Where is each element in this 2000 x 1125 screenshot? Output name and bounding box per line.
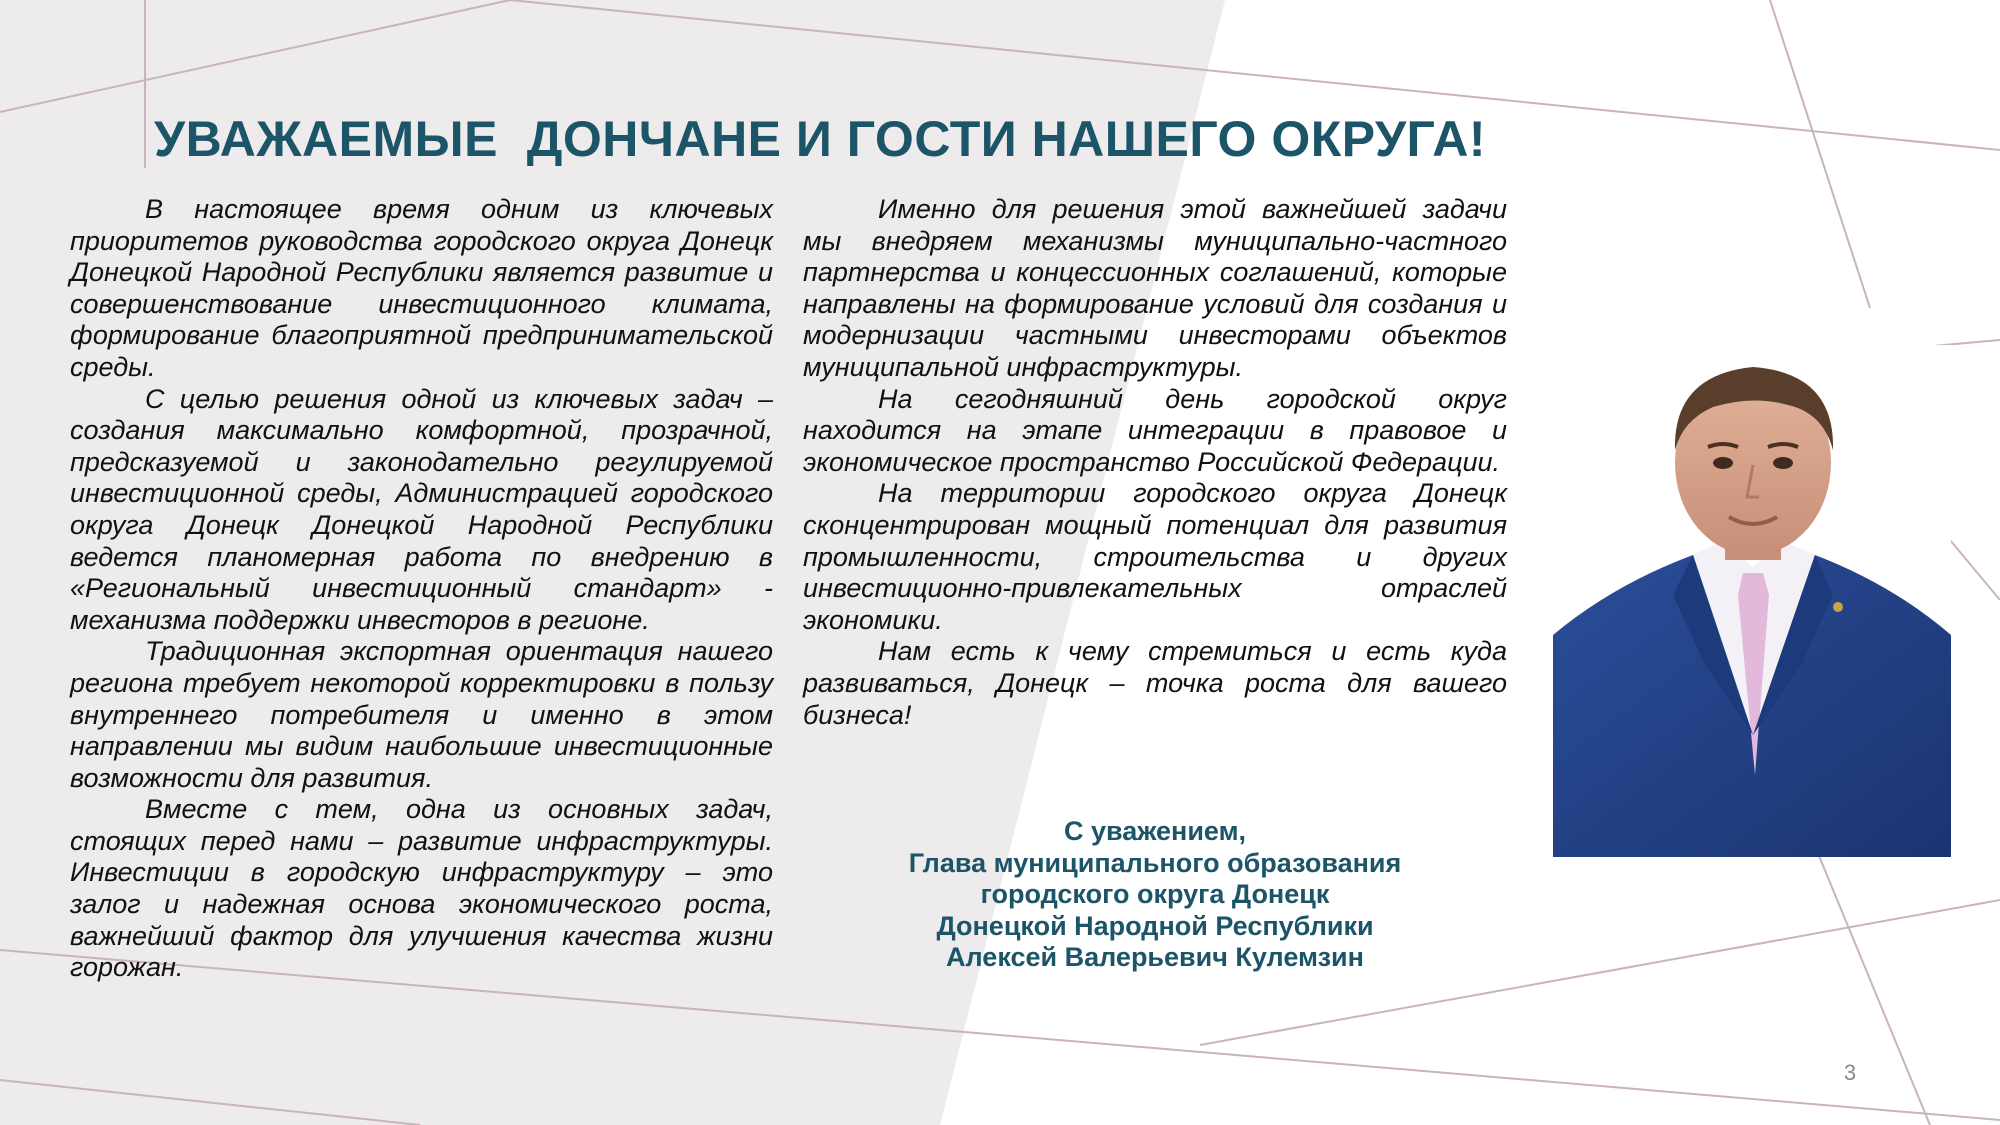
- signature-line: Глава муниципального образования: [908, 847, 1402, 878]
- page-number: 3: [1843, 1060, 1857, 1085]
- page-title: УВАЖАЕМЫЕ ДОНЧАНЕ И ГОСТИ НАШЕГО ОКРУГА!: [154, 111, 1486, 167]
- paragraph: Именно для решения этой важнейшей задачи мы внедряем механизмы муниципально-частного партнерства и концессионных соглашений, которые направлены на формирование условий для создания и модернизации частными инвесторами объектов муниципальной инфраструктуры.: [803, 194, 1507, 382]
- portrait-illustration: [1553, 345, 1951, 857]
- signature-block: [820, 816, 1490, 974]
- signature-line: Донецкой Народной Республики: [936, 910, 1374, 941]
- paragraph: Вместе с тем, одна из основных задач, стоящих перед нами – развитие инфраструктуры. Инвестиции в городскую инфраструктуру – это залог и надежная основа экономического роста, важнейший фактор для улучшения качества жизни горожан.: [70, 794, 773, 983]
- paragraph: Нам есть к чему стремиться и есть куда развиваться, Донецк – точка роста для вашего бизнеса!: [803, 636, 1507, 730]
- text-column-right: [803, 194, 1507, 731]
- paragraph: С целью решения одной из ключевых задач – создания максимально комфортной, прозрачной, предсказуемой и законодательно регулируемой инвестиционной среды, Администрацией городского округа Донецк Донецкой Народной Республики ведется планомерная работа по внедрению в «Региональный инвестиционный стандарт» - механизма поддержки инвесторов в регионе.: [70, 383, 773, 635]
- paragraph: На территории городского округа Донецк сконцентрирован мощный потенциал для развития промышленности, строительства и других инвестиционно-привлекательных отраслей экономики.: [803, 478, 1507, 635]
- paragraph: Традиционная экспортная ориентация нашего региона требует некоторой корректировки в пользу внутреннего потребителя и именно в этом направлении мы видим наибольшие инвестиционные возможности для развития.: [70, 636, 773, 793]
- signature-name: Алексей Валерьевич Кулемзин: [946, 942, 1364, 972]
- portrait-photo: [1553, 345, 1951, 857]
- text-column-left: [70, 194, 773, 984]
- signature-line: городского округа Донецк: [980, 879, 1330, 909]
- paragraph: На сегодняшний день городской округ находится на этапе интеграции в правовое и экономическое пространство Российской Федерации.: [803, 383, 1507, 477]
- paragraph: В настоящее время одним из ключевых приоритетов руководства городского округа Донецк Донецкой Народной Республики является развитие и совершенствование инвестиционного климата, формирование благоприятной предпринимательской среды.: [70, 194, 773, 382]
- signature-line: С уважением,: [1063, 816, 1247, 846]
